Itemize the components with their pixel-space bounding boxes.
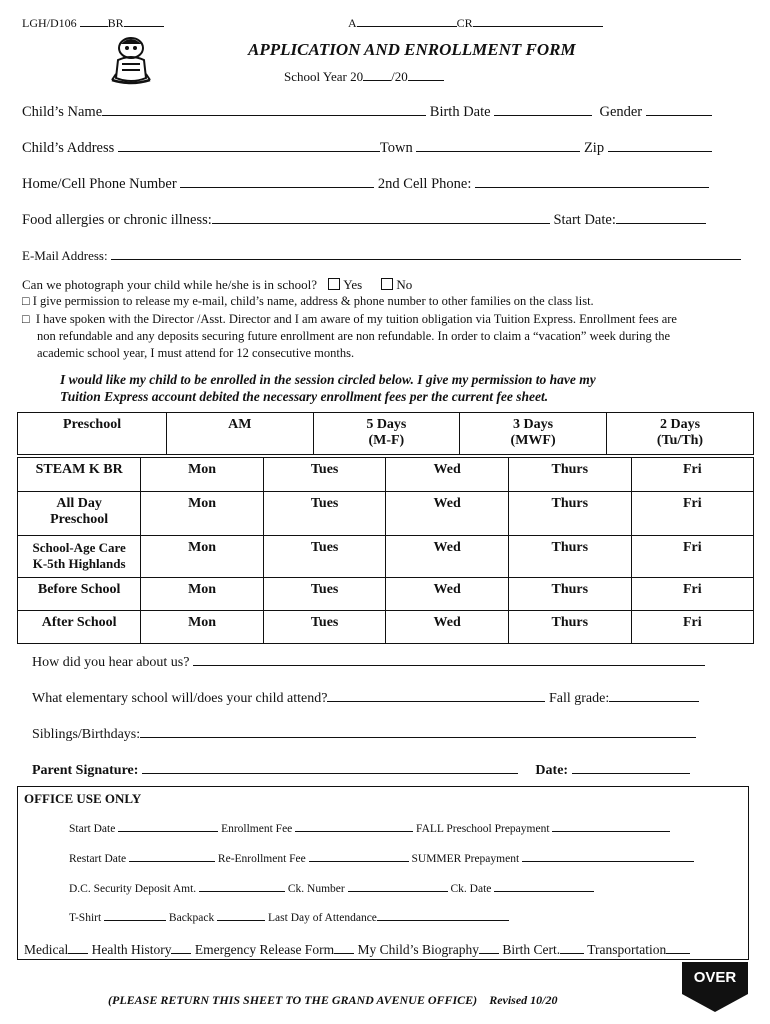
medical-label: Medical [24, 942, 69, 957]
tuition-text-1: I have spoken with the Director /Asst. Director and I am aware of my tuition obligation via Tuition Express. Enrollment fees are [35, 312, 677, 326]
day-tues[interactable]: Tues [263, 578, 386, 611]
tuition-text-2: non refundable and any deposits securing future enrollment are non refundable. In order to claim a “vacation” week during the [37, 329, 671, 343]
documents-checklist [24, 942, 690, 958]
elementary-row [32, 687, 699, 707]
ck-number-field[interactable] [348, 882, 448, 892]
office-row-3 [69, 882, 594, 895]
emergency-field[interactable] [334, 942, 354, 954]
tuition-text-3: academic school year, I must attend for 12 consecutive months. [37, 346, 355, 360]
a-label: A [348, 16, 357, 30]
phone-row [22, 173, 709, 193]
second-phone-label: 2nd Cell Phone: [377, 176, 472, 192]
day-mon[interactable]: Mon [141, 458, 264, 492]
allergies-row [22, 209, 706, 229]
school-year-end-field[interactable] [408, 70, 444, 81]
table-row [18, 578, 754, 611]
child-name-field[interactable] [102, 101, 426, 116]
signature-label: Parent Signature: [32, 763, 139, 778]
school-year-start-field[interactable] [363, 70, 391, 81]
signature-date-field[interactable] [572, 759, 690, 774]
siblings-label: Siblings/Birthdays: [32, 727, 141, 742]
office-start-date-label: Start Date [69, 823, 116, 835]
enrollment-fee-field[interactable] [295, 822, 413, 832]
photo-no-label: No [396, 277, 413, 292]
school-year-label: School Year 20 [284, 69, 364, 84]
program-after-school: After School [18, 611, 141, 644]
office-use-title: OFFICE USE ONLY [24, 791, 142, 806]
day-mon[interactable]: Mon [141, 611, 264, 644]
header-3-days: 3 Days (MWF) [460, 413, 607, 455]
a-field[interactable] [357, 16, 457, 27]
schedule-header-table [17, 412, 754, 455]
restart-date-label: Restart Date [69, 853, 127, 865]
signature-row [32, 759, 690, 779]
release-permission [22, 294, 594, 309]
revised-note: Revised 10/20 [489, 993, 558, 1007]
email-row [22, 245, 741, 264]
office-row-2 [69, 852, 694, 865]
gender-label: Gender [599, 104, 643, 120]
schedule-table [17, 457, 754, 644]
biography-field[interactable] [479, 942, 499, 954]
home-phone-field[interactable] [180, 173, 374, 188]
biography-label: My Child’s Biography [357, 942, 479, 957]
form-code-text: LGH/D106 [22, 16, 77, 30]
ck-number-label: Ck. Number [287, 883, 345, 895]
birth-cert-label: Birth Cert. [502, 942, 561, 957]
transport-field[interactable] [666, 942, 690, 954]
summer-prepay-field[interactable] [522, 852, 694, 862]
school-year [284, 69, 444, 85]
photo-question: Can we photograph your child while he/she is in school? [22, 277, 317, 292]
reenroll-fee-label: Re-Enrollment Fee [217, 853, 306, 865]
day-mon[interactable]: Mon [141, 536, 264, 578]
day-thurs[interactable]: Thurs [508, 611, 631, 644]
office-start-date-field[interactable] [118, 822, 218, 832]
fall-grade-label: Fall grade: [548, 691, 610, 706]
backpack-field[interactable] [217, 911, 265, 921]
ck-date-label: Ck. Date [450, 883, 492, 895]
summer-prepay-label: SUMMER Prepayment [411, 853, 520, 865]
ck-date-field[interactable] [494, 882, 594, 892]
table-row [18, 492, 754, 536]
start-date-label: Start Date: [553, 212, 616, 228]
day-mon[interactable]: Mon [141, 578, 264, 611]
form-code [22, 16, 164, 31]
day-thurs[interactable]: Thurs [508, 458, 631, 492]
zip-field[interactable] [608, 137, 712, 152]
header-2-days: 2 Days (Tu/Th) [607, 413, 754, 455]
child-address-field[interactable] [118, 137, 380, 152]
birth-date-field[interactable] [494, 101, 592, 116]
siblings-field[interactable] [140, 723, 696, 738]
header-am: AM [167, 413, 313, 455]
child-name-row [22, 101, 712, 121]
town-field[interactable] [416, 137, 580, 152]
heard-label: How did you hear about us? [32, 655, 190, 670]
last-day-field[interactable] [377, 911, 509, 921]
restart-date-field[interactable] [129, 852, 215, 862]
footer-note [108, 993, 558, 1008]
health-label: Health History [91, 942, 172, 957]
day-fri[interactable]: Fri [631, 458, 753, 492]
signature-field[interactable] [142, 759, 518, 774]
fall-prepay-label: FALL Preschool Prepayment [416, 823, 550, 835]
child-address-label: Child’s Address [22, 140, 115, 156]
transport-label: Transportation [587, 942, 667, 957]
table-row [18, 536, 754, 578]
address-row [22, 137, 712, 157]
br-field[interactable] [124, 16, 164, 27]
day-thurs[interactable]: Thurs [508, 492, 631, 536]
reenroll-fee-field[interactable] [309, 852, 409, 862]
day-fri[interactable]: Fri [631, 611, 753, 644]
day-tues[interactable]: Tues [263, 492, 386, 536]
enroll-statement-2: Tuition Express account debited the necessary enrollment fees per the current fee sheet. [60, 389, 549, 404]
page-title: APPLICATION AND ENROLLMENT FORM [248, 40, 576, 59]
program-all-day-preschool: All Day Preschool [18, 492, 141, 536]
br-blank[interactable] [80, 16, 108, 27]
photo-yes-label: Yes [343, 277, 363, 292]
enroll-statement [60, 371, 596, 405]
email-field[interactable] [111, 245, 741, 260]
day-wed[interactable]: Wed [386, 611, 509, 644]
office-row-4 [69, 911, 509, 924]
emergency-label: Emergency Release Form [194, 942, 335, 957]
home-phone-label: Home/Cell Phone Number [22, 176, 177, 192]
day-thurs[interactable]: Thurs [508, 536, 631, 578]
tuition-checkbox[interactable]: □ [22, 312, 30, 326]
day-thurs[interactable]: Thurs [508, 578, 631, 611]
enroll-statement-1: I would like my child to be enrolled in the session circled below. I give my permission to have my [60, 372, 596, 387]
day-tues[interactable]: Tues [263, 458, 386, 492]
day-wed[interactable]: Wed [386, 578, 509, 611]
header-preschool: Preschool [18, 413, 167, 455]
over-label: OVER [693, 969, 737, 986]
medical-field[interactable] [68, 942, 88, 954]
table-row [18, 458, 754, 492]
elementary-field[interactable] [327, 687, 545, 702]
allergies-field[interactable] [212, 209, 550, 224]
photo-permission [22, 277, 412, 293]
start-date-field[interactable] [616, 209, 706, 224]
heard-field[interactable] [193, 651, 705, 666]
br-label: BR [107, 16, 124, 30]
dc-deposit-label: D.C. Security Deposit Amt. [69, 883, 197, 895]
tuition-acknowledgement [22, 311, 677, 362]
office-use-box [17, 786, 749, 960]
day-wed[interactable]: Wed [386, 536, 509, 578]
fall-prepay-field[interactable] [552, 822, 670, 832]
child-name-label: Child’s Name [22, 104, 103, 120]
program-before-school: Before School [18, 578, 141, 611]
day-wed[interactable]: Wed [386, 492, 509, 536]
office-row-1 [69, 822, 670, 835]
siblings-row [32, 723, 696, 743]
table-row [18, 611, 754, 644]
fall-grade-field[interactable] [609, 687, 699, 702]
school-logo-icon [108, 34, 154, 86]
over-arrow-icon [680, 960, 750, 1014]
program-steam-k-br: STEAM K BR [18, 458, 141, 492]
enrollment-fee-label: Enrollment Fee [221, 823, 293, 835]
second-phone-field[interactable] [475, 173, 709, 188]
day-tues[interactable]: Tues [263, 611, 386, 644]
release-text: I give permission to release my e-mail, child’s name, address & phone number to other families on the class list. [32, 294, 594, 308]
day-mon[interactable]: Mon [141, 492, 264, 536]
last-day-label: Last Day of Attendance [268, 912, 377, 924]
health-field[interactable] [171, 942, 191, 954]
allergies-label: Food allergies or chronic illness: [22, 212, 212, 228]
zip-label: Zip [583, 140, 605, 156]
photo-no-checkbox[interactable] [381, 278, 393, 290]
cr-field[interactable] [473, 16, 603, 27]
school-year-sep: /20 [391, 69, 408, 84]
signature-date-label: Date: [535, 763, 569, 778]
photo-yes-checkbox[interactable] [328, 278, 340, 290]
return-note: (PLEASE RETURN THIS SHEET TO THE GRAND AVENUE OFFICE) [108, 993, 478, 1007]
day-fri[interactable]: Fri [631, 578, 753, 611]
birth-date-label: Birth Date [429, 104, 491, 120]
email-label: E-Mail Address: [22, 248, 108, 263]
cr-label: CR [456, 16, 473, 30]
birth-cert-field[interactable] [560, 942, 584, 954]
day-fri[interactable]: Fri [631, 492, 753, 536]
header-5-days: 5 Days (M-F) [313, 413, 460, 455]
town-label: Town [379, 140, 413, 156]
day-wed[interactable]: Wed [386, 458, 509, 492]
release-checkbox[interactable]: □ [22, 294, 30, 308]
tshirt-label: T-Shirt [69, 912, 102, 924]
day-tues[interactable]: Tues [263, 536, 386, 578]
office-codes [348, 16, 603, 31]
day-fri[interactable]: Fri [631, 536, 753, 578]
dc-deposit-field[interactable] [199, 882, 285, 892]
elementary-label: What elementary school will/does your child attend? [32, 691, 328, 706]
heard-row [32, 651, 705, 671]
tshirt-field[interactable] [104, 911, 166, 921]
backpack-label: Backpack [168, 912, 215, 924]
program-school-age-care: School-Age Care K-5th Highlands [18, 536, 141, 578]
gender-field[interactable] [646, 101, 712, 116]
